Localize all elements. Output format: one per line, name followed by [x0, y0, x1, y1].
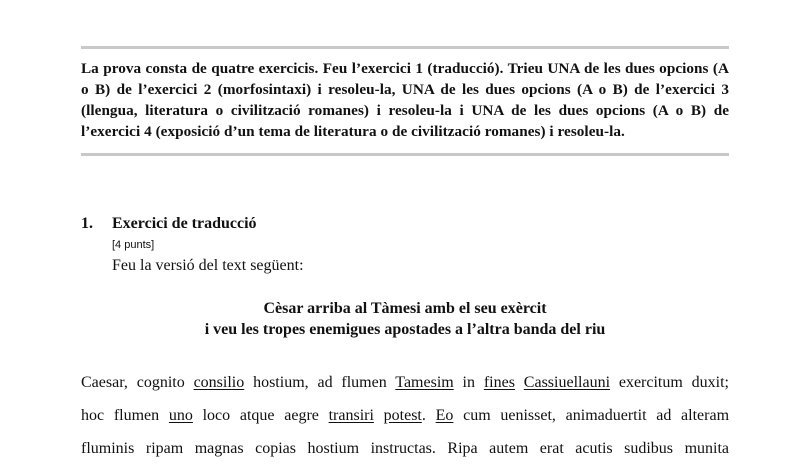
heading-line-2: i veu les tropes enemigues apostades a l’altra banda del riu [204, 321, 606, 338]
passage-text: Caesar, cognito [81, 374, 194, 391]
exercise-number: 1. [81, 215, 93, 232]
exercise-points: [4 punts] [112, 239, 155, 251]
passage-text: loco atque aegre [192, 407, 329, 424]
passage-text [374, 407, 384, 424]
bottom-divider [81, 153, 729, 156]
top-divider [81, 46, 729, 49]
exam-instructions: La prova consta de quatre exercicis. Feu l’exercici 1 (traducció). Trieu UNA de les dues opcions (A o B) de l’exercici 2 (morfosintaxi) i resoleu-la, UNA de les dues opcions (A o B) de l’exercici 3 (llengua, literatura o civilització romanes) i resoleu-la i UNA de les dues opcions (A o B) de l’exercici 4 (exposició d’un tema de literatura o de civilització romanes) i resoleu-la. [81, 60, 729, 140]
passage-line-1 [81, 366, 729, 399]
passage-text: cum uenisset, animaduertit ad alteram [453, 407, 730, 424]
passage-text: hostium, ad flumen [244, 374, 396, 391]
underlined-word: consilio [193, 374, 245, 391]
passage-text: . [421, 407, 436, 424]
latin-passage [81, 366, 729, 465]
heading-line-1: Cèsar arriba al Tàmesi amb el seu exèrcit [263, 300, 547, 317]
underlined-word: uno [168, 407, 193, 424]
passage-text: fluminis ripam magnas copias hostium instructas. Ripa autem erat acutis sudibus munita [81, 440, 729, 457]
exercise-title: Exercici de traducció [112, 215, 257, 232]
passage-text: exercitum duxit; [610, 374, 729, 391]
passage-text [515, 374, 524, 391]
underlined-word: Eo [435, 407, 454, 424]
underlined-word: Tamesim [395, 374, 454, 391]
passage-line-3 [81, 432, 729, 465]
underlined-word: potest [383, 407, 422, 424]
underlined-word: transiri [328, 407, 374, 424]
latin-text-heading [81, 298, 729, 340]
passage-line-2 [81, 399, 729, 432]
passage-text: hoc flumen [81, 407, 169, 424]
passage-text: in [453, 374, 484, 391]
underlined-word: fines [483, 374, 515, 391]
underlined-word: Cassiuellauni [523, 374, 611, 391]
exercise-instruction: Feu la versió del text següent: [112, 257, 304, 274]
